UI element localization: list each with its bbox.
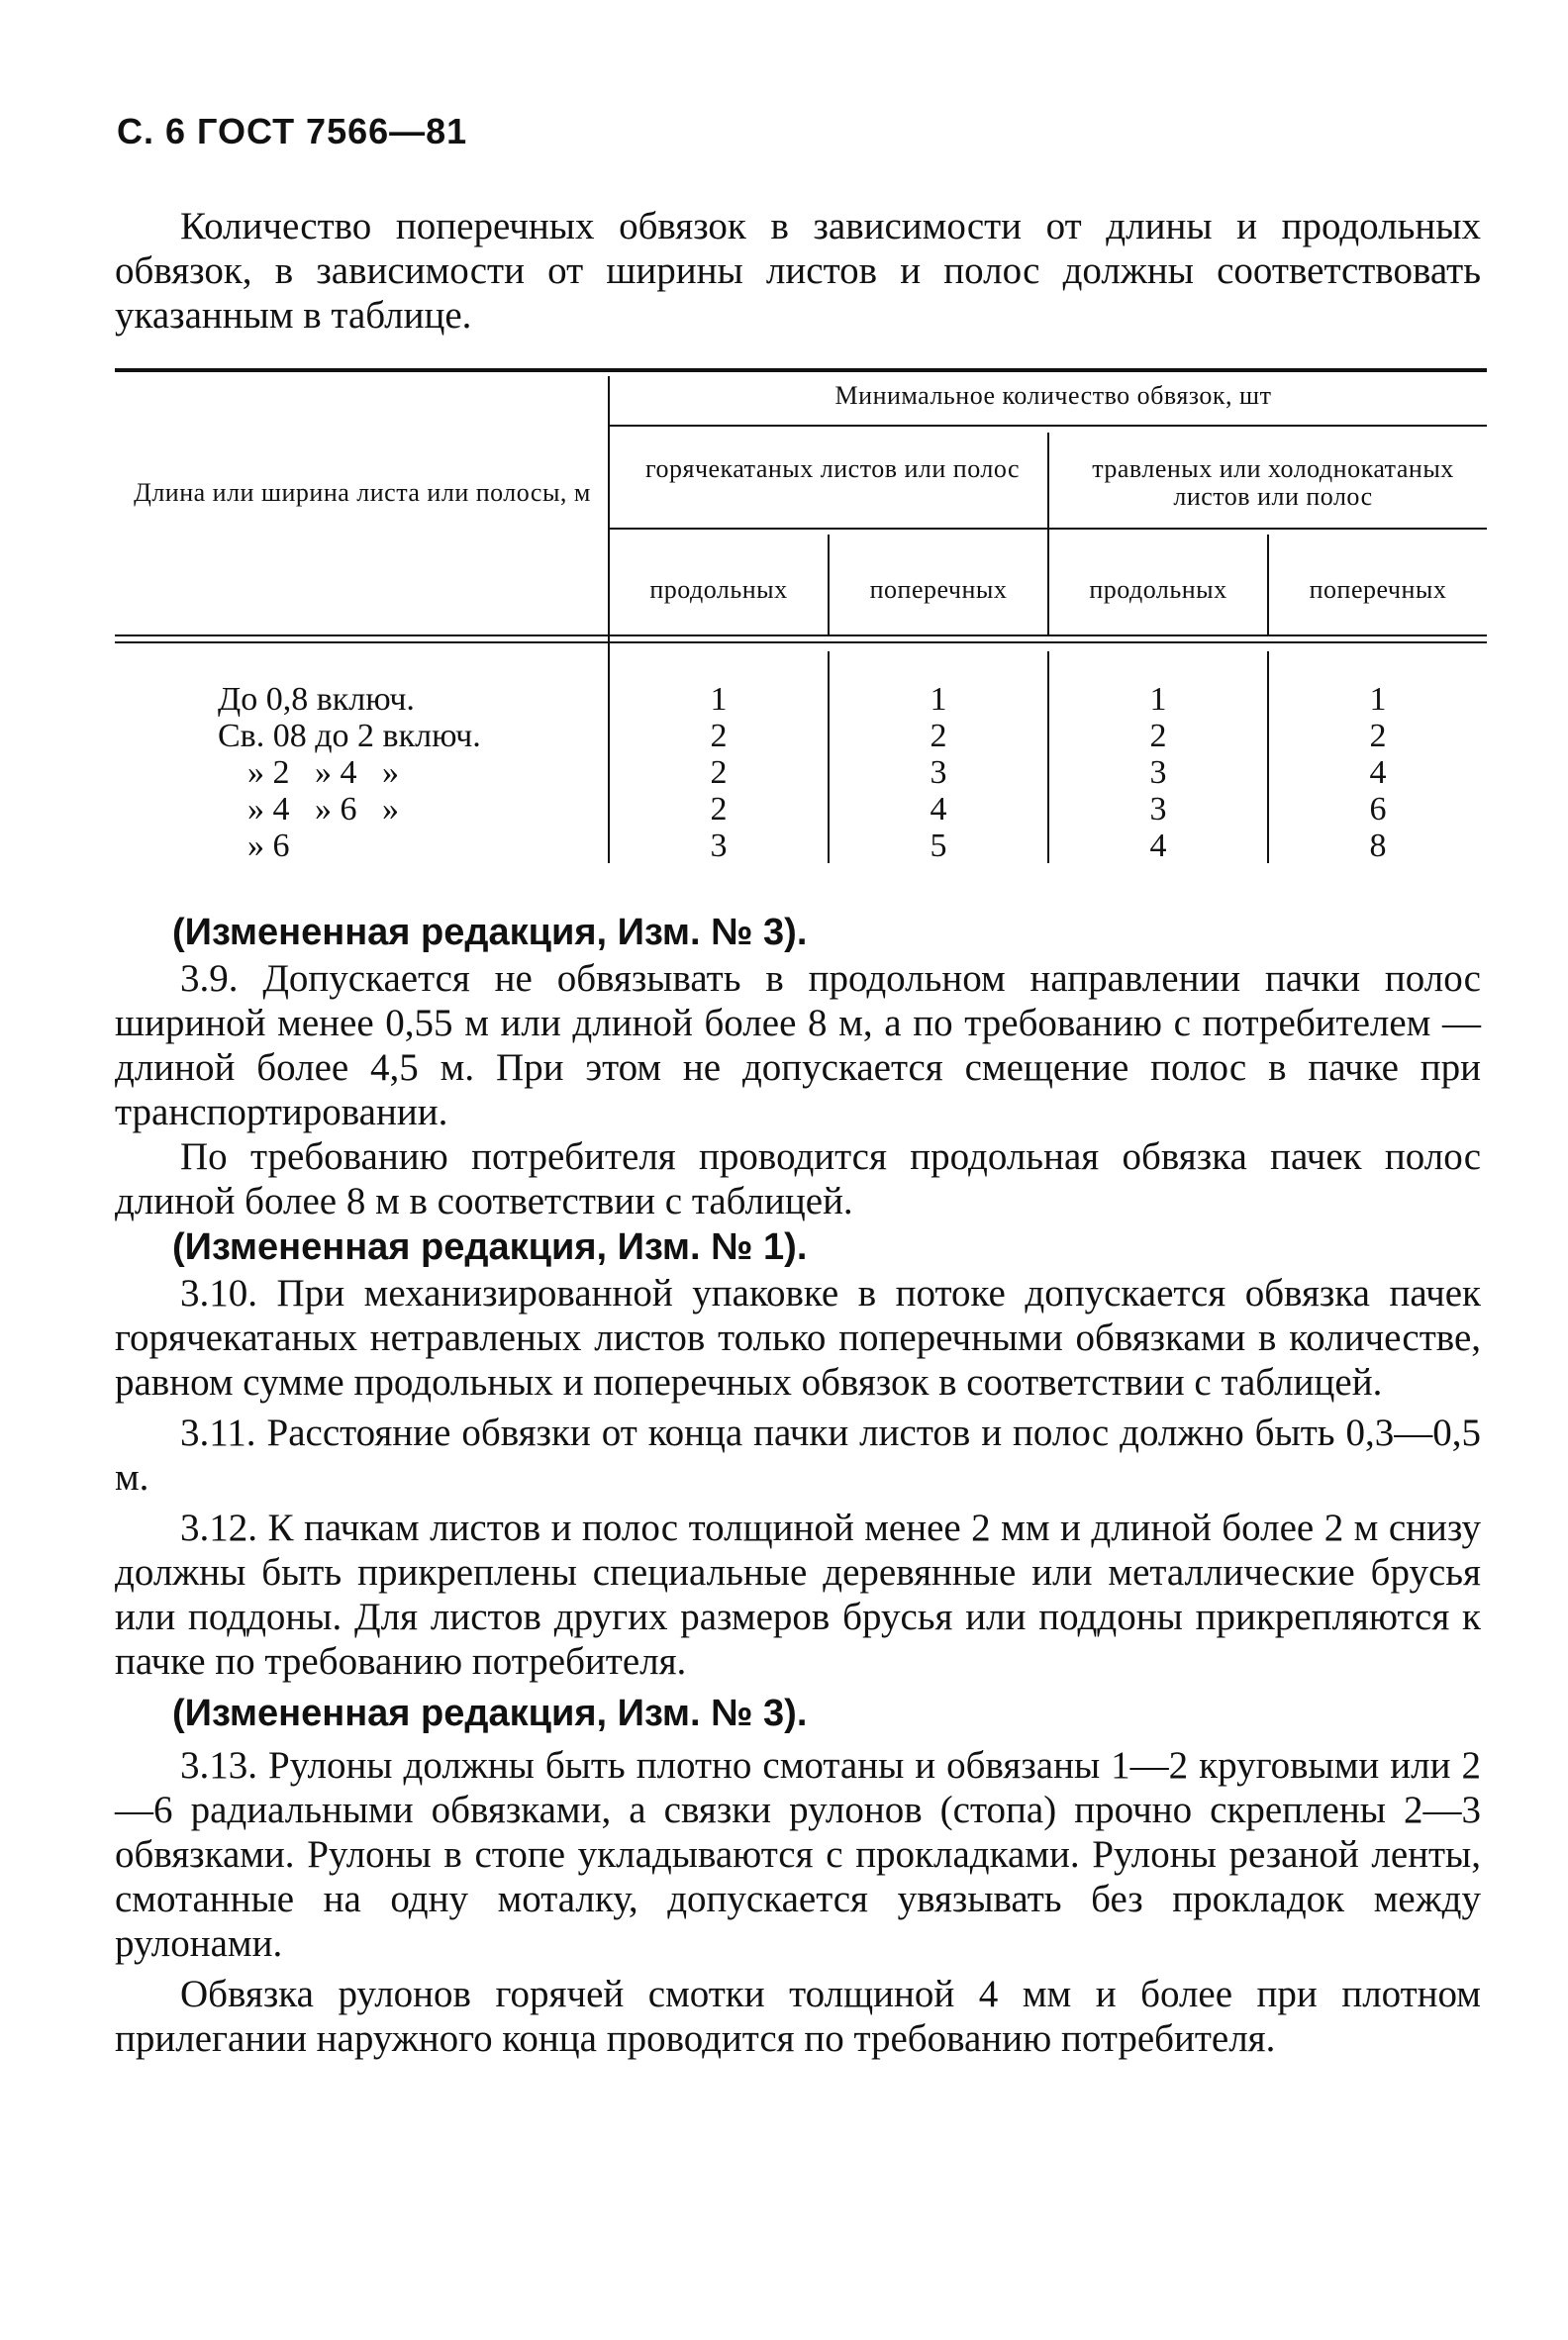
clause-3-9: 3.9. Допускается не обвязывать в продольном направлении пачки полос шириной менее 0,55 м или длиной более 8 м, а по требованию с потребителем — длиной более 4,5 м. При этом не допускается смещение полос в пачке при транспортировании. xyxy=(115,957,1481,1133)
table-cell: 4 xyxy=(930,791,947,828)
col-values-1 xyxy=(610,681,828,864)
header-bottom-rule-1 xyxy=(115,634,1487,636)
table-cell: 2 xyxy=(710,791,728,828)
clause-3-10: 3.10. При механизированной упаковке в потоке допускается обвязка пачек горячекатаных нетравленых листов только поперечными обвязками в количестве, равном сумме продольных и поперечных обвязок в соответствии с таблицей. xyxy=(115,1272,1481,1404)
table-cell: 2 xyxy=(1369,718,1387,754)
table-cell: 1 xyxy=(1369,681,1387,718)
table-cell: 2 xyxy=(930,718,947,754)
subgroup-divider xyxy=(1047,433,1049,635)
table-cell: 4 xyxy=(1369,754,1387,791)
table-cell: 1 xyxy=(1149,681,1167,718)
intro-block xyxy=(115,204,1481,338)
col-header-4: поперечных xyxy=(1309,575,1447,604)
table-cell: 3 xyxy=(710,828,728,864)
clause-3-13-continued: Обвязка рулонов горячей смотки толщиной 4 мм и более при плотном прилегании наружного конца проводится по требованию потребителя. xyxy=(115,1973,1481,2060)
group-header-rule xyxy=(610,425,1487,427)
row-label: До 0,8 включ. xyxy=(218,681,415,718)
subgroup-hot-rolled: горячекатаных листов или полос xyxy=(644,454,1021,483)
bundling-table xyxy=(115,368,1487,863)
body-text xyxy=(115,909,1481,2061)
amendment-note: (Измененная редакция, Изм. № 3). xyxy=(172,1693,808,1734)
table-cell: 3 xyxy=(930,754,947,791)
stub-header: Длина или ширина листа или полосы, м xyxy=(134,478,591,507)
col-values-4 xyxy=(1269,681,1487,864)
col-header-1: продольных xyxy=(649,575,788,604)
row-label: » 6 xyxy=(247,828,290,864)
header-bottom-rule-2 xyxy=(115,641,1487,643)
intro-paragraph: Количество поперечных обвязок в зависимости от длины и продольных обвязок, в зависимости от ширины листов и полос должны соответствовать указанным в таблице. xyxy=(115,205,1481,337)
table-cell: 5 xyxy=(930,828,947,864)
table-cell: 4 xyxy=(1149,828,1167,864)
clause-3-13: 3.13. Рулоны должны быть плотно смотаны и обвязаны 1—2 круговыми или 2—6 радиальными обвязками, а связки рулонов (стопа) прочно скреплены 2—3 обвязками. Рулоны в стопе укладываются с прокладками. Рулоны резаной ленты, смотанные на одну моталку, допускается увязывать без прокладок между рулонами. xyxy=(115,1744,1481,1965)
table-cell: 3 xyxy=(1149,754,1167,791)
col-values-2 xyxy=(830,681,1047,864)
table-cell: 2 xyxy=(710,754,728,791)
col-header-3: продольных xyxy=(1089,575,1227,604)
subgroup-pickled-cold-rolled: травленых или холоднокатаных листов или полос xyxy=(1092,454,1454,511)
clause-3-9-continued: По требованию потребителя проводится продольная обвязка пачек полос длиной более 8 м в соответствии с таблицей. xyxy=(115,1135,1481,1222)
table-cell: 2 xyxy=(1149,718,1167,754)
table-cell: 3 xyxy=(1149,791,1167,828)
clause-3-12: 3.12. К пачкам листов и полос толщиной менее 2 мм и длиной более 2 м снизу должны быть прикреплены специальные деревянные или металлические брусья или поддоны. Для листов других размеров брусья или поддоны прикрепляются к пачке по требованию потребителя. xyxy=(115,1507,1481,1683)
group-header: Минимальное количество обвязок, шт xyxy=(834,381,1272,410)
table-cell: 1 xyxy=(710,681,728,718)
row-label: » 4 » 6 » xyxy=(247,791,399,828)
amendment-note: (Измененная редакция, Изм. № 1). xyxy=(172,1226,808,1268)
amendment-note: (Измененная редакция, Изм. № 3). xyxy=(172,912,808,953)
row-label: Св. 08 до 2 включ. xyxy=(218,718,481,754)
clause-3-11: 3.11. Расстояние обвязки от конца пачки листов и полос должно быть 0,3—0,5 м. xyxy=(115,1412,1481,1499)
row-label: » 2 » 4 » xyxy=(247,754,399,791)
table-cell: 2 xyxy=(710,718,728,754)
table-cell: 1 xyxy=(930,681,947,718)
col-header-2: поперечных xyxy=(869,575,1008,604)
table-cell: 6 xyxy=(1369,791,1387,828)
table-top-rule xyxy=(115,368,1487,372)
running-title: С. 6 ГОСТ 7566—81 xyxy=(117,111,468,151)
col-values-3 xyxy=(1049,681,1267,864)
table-cell: 8 xyxy=(1369,828,1387,864)
